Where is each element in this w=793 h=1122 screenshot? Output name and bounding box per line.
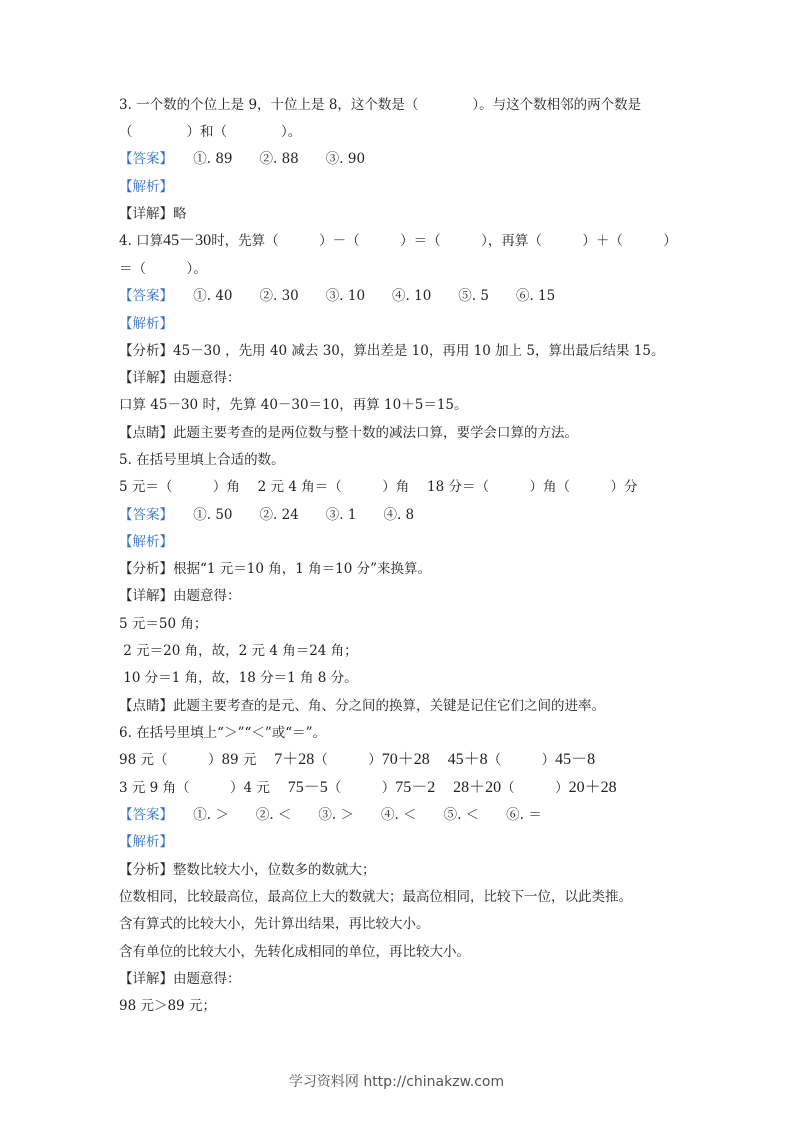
q5-analysis-tag: 【解析】 xyxy=(119,534,173,550)
q4-text-a: 4. 口算 xyxy=(119,233,164,249)
answer-tag: 【答案】 xyxy=(119,807,167,823)
answer-text: ①. ＞ ②. ＜ ③. ＞ ④. ＜ ⑤. ＜ ⑥. ＝ xyxy=(193,807,542,823)
q4-dianjing: 【点睛】此题主要考查的是两位数与整十数的减法口算，要学会口算的方法。 xyxy=(119,425,578,441)
q6-r1-expr2: 70＋28 xyxy=(381,751,430,768)
q5-dianjing: 【点睛】此题主要考查的是元、角、分之间的换算，关键是记住它们之间的进率。 xyxy=(119,698,605,714)
q6-r1-expr1: 7＋28 xyxy=(274,751,315,768)
q4-expression: 45－30 xyxy=(163,232,212,249)
q6-point3: 含有单位的比较大小，先转化成相同的单位，再比较大小。 xyxy=(119,944,470,960)
q3-analysis-tag: 【解析】 xyxy=(119,179,173,195)
q5-step1: 5 元＝50 角； xyxy=(119,616,208,632)
q4-fenxi: 【分析】45－30 ，先用 40 减去 30，算出差是 10，再用 10 加上 5，算出最后结果 15。 xyxy=(119,343,665,359)
q6-r2-expr4: 20＋28 xyxy=(568,779,617,796)
q3-question-line2: （ ）和（ ）。 xyxy=(119,124,302,140)
q5-fenxi: 【分析】根据“1 元＝10 角，1 角＝10 分”来换算。 xyxy=(119,561,432,577)
answer-tag: 【答案】 xyxy=(119,288,167,304)
answer-text: ①. 50 ②. 24 ③. 1 ④. 8 xyxy=(193,507,415,523)
q6-r1-expr4: 45－8 xyxy=(555,751,596,768)
q4-question-line1 xyxy=(119,232,677,250)
q6-point2: 含有算式的比较大小，先计算出结果，再比较大小。 xyxy=(119,916,430,932)
q5-items: 5 元＝（ ）角 2 元 4 角＝（ ）角 18 分＝（ ）角（ ）分 xyxy=(119,479,638,495)
q4-question-line2: ＝（ ）。 xyxy=(119,261,207,277)
q3-detail: 【详解】略 xyxy=(119,206,187,222)
q6-r2-blank3: （ ） xyxy=(501,780,569,796)
q6-r1-expr3: 45＋8 xyxy=(447,751,488,768)
q5-title: 5. 在括号里填上合适的数。 xyxy=(119,452,285,468)
q6-r2-expr3: 28＋20 xyxy=(453,779,502,796)
q6-point1: 位数相同，比较最高位，最高位上大的数就大；最高位相同，比较下一位，以此类推。 xyxy=(119,889,632,905)
q3-question-line1: 3. 一个数的个位上是 9，十位上是 8，这个数是（ ）。与这个数相邻的两个数是 xyxy=(119,97,642,113)
q6-r1-blank2: （ ） xyxy=(314,752,382,768)
answer-tag: 【答案】 xyxy=(119,151,167,167)
q6-r2-blank2: （ ） xyxy=(327,780,396,796)
q6-r2-expr2: 75－2 xyxy=(395,779,436,796)
q3-answer xyxy=(119,150,365,168)
q6-detail: 【详解】由题意得： xyxy=(119,971,241,987)
q5-detail: 【详解】由题意得： xyxy=(119,588,241,604)
q4-analysis-tag: 【解析】 xyxy=(119,316,173,332)
q6-analysis-tag: 【解析】 xyxy=(119,834,173,850)
footer-watermark: 学习资料网 http://chinakzw.com xyxy=(288,1074,505,1090)
q6-title: 6. 在括号里填上“＞”“＜”或“＝”。 xyxy=(119,725,327,741)
answer-text: ①. 89 ②. 88 ③. 90 xyxy=(193,151,366,167)
q6-r1-blank3: （ ） xyxy=(487,752,556,768)
answer-tag: 【答案】 xyxy=(119,507,167,523)
q6-fenxi: 【分析】整数比较大小，位数多的数就大； xyxy=(119,862,376,878)
q6-r2-item1: 3 元 9 角（ ）4 元 xyxy=(119,780,270,796)
q5-step3: 10 分＝1 角，故，18 分＝1 角 8 分。 xyxy=(119,670,358,686)
q6-answer xyxy=(119,806,542,824)
answer-text: ①. 40 ②. 30 ③. 10 ④. 10 ⑤. 5 ⑥. 15 xyxy=(193,288,556,304)
q4-detail: 【详解】由题意得： xyxy=(119,370,241,386)
q4-text-b: 时，先算（ ）－（ ）＝（ ），再算（ ）＋（ ） xyxy=(211,233,677,249)
q4-calc: 口算 45－30 时，先算 40－30＝10，再算 10＋5＝15。 xyxy=(119,397,468,413)
q5-answer xyxy=(119,506,414,524)
q6-row2 xyxy=(119,779,617,797)
q5-step2: 2 元＝20 角，故，2 元 4 角＝24 角； xyxy=(119,643,358,659)
q6-r2-expr1: 75－5 xyxy=(287,779,328,796)
q6-step1: 98 元＞89 元； xyxy=(119,998,216,1014)
q4-answer xyxy=(119,287,555,305)
q6-r1-item1: 98 元（ ）89 元 xyxy=(119,752,257,768)
q6-row1 xyxy=(119,751,595,769)
